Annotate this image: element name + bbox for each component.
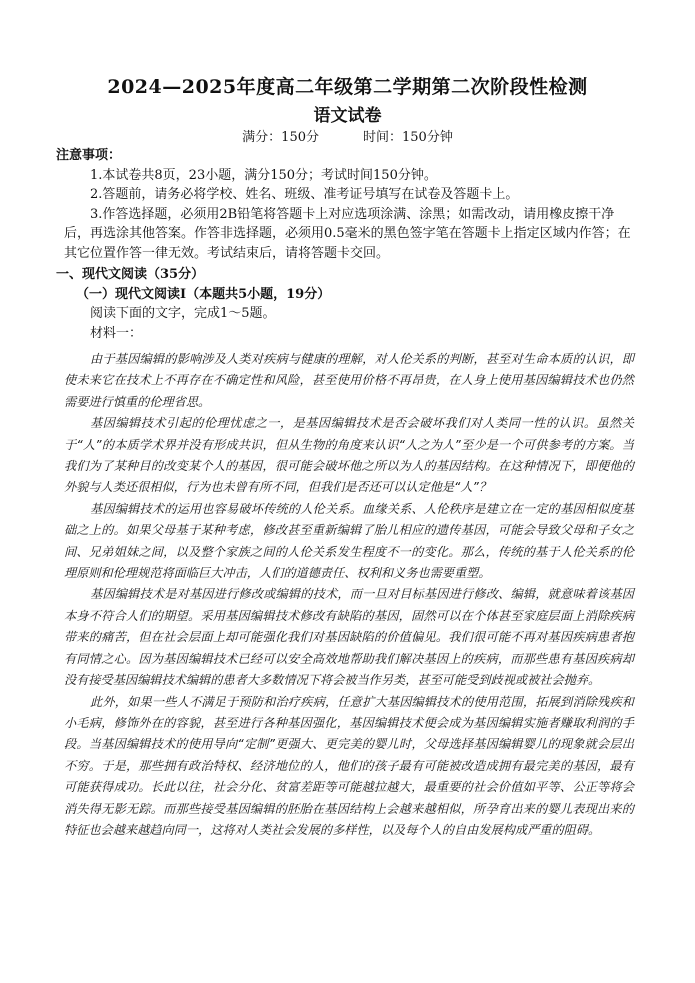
section-heading: 一、现代文阅读（35分） — [56, 267, 205, 282]
exam-subtitle: 语文试卷 — [313, 106, 382, 126]
passage-paragraph: 基因编辑技术的运用也容易破坏传统的人伦关系。血缘关系、人伦秩序是建立在一定的基因相似度基础之上的。如果父母基于某种考虑，修改甚至重新编辑了胎儿相应的遗传基因，可能会导致父母和子女之间、兄弟姐妹之间，以及整个家族之间的人伦关系发生程度不一的变化。那么，传统的基于人伦关系的伦理原则和伦理规范将面临巨大冲击，人们的道德责任、权利和义务也需要重塑。 — [64, 501, 634, 581]
note-item: 2.答题前，请务必将学校、姓名、班级、准考证号填写在试卷及答题卡上。 — [90, 187, 519, 202]
passage-paragraph: 由于基因编辑的影响涉及人类对疾病与健康的理解，对人伦关系的判断，甚至对生命本质的认识，即使未来它在技术上不再存在不确定性和风险，甚至使用价格不再昂贵，在人身上使用基因编辑技术也仍然需要进行慎重的伦理省思。 — [64, 352, 634, 409]
reading-passage — [64, 349, 634, 841]
exam-title: 2024—2025年度高二年级第二学期第二次阶段性检测 — [107, 76, 588, 98]
note-item: 1.本试卷共8页，23小题，满分150分；考试时间150分钟。 — [90, 167, 437, 183]
passage-paragraph: 基因编辑技术引起的伦理忧虑之一，是基因编辑技术是否会破坏我们对人类同一性的认识。虽然关于“人”的本质学术界并没有形成共识，但从生物的角度来认识“人之为人”至少是一个可供参考的方案。当我们为了某种目的改变某个人的基因，很可能会破坏他之所以为人的基因结构。在这种情况下，即便他的外貌与人类还很相似，行为也未曾有所不同，但我们是否还可以认定他是“人”？ — [64, 416, 634, 495]
passage-paragraph: 基因编辑技术是对基因进行修改或编辑的技术，而一旦对目标基因进行修改、编辑，就意味着该基因本身不符合人们的期望。采用基因编辑技术修改有缺陷的基因，固然可以在个体甚至家庭层面上消除疾病带来的痛苦，但在社会层面上却可能强化我们对基因缺陷的价值偏见。我们很可能不再对基因疾病患者抱有同情之心。因为基因编辑技术已经可以安全高效地帮助我们解决基因上的疾病，而那些患有基因疾病却没有接受基因编辑技术编辑的患者大多数情况下将会被当作另类，甚至可能受到歧视或被社会抛弃。 — [64, 587, 634, 688]
section-one — [56, 265, 634, 343]
reading-instruction: 阅读下面的文字，完成1～5题。 — [90, 306, 276, 321]
material-label: 材料一： — [90, 325, 143, 341]
exam-time: 时间：150分钟 — [363, 130, 453, 145]
notes-section — [56, 146, 634, 263]
exam-meta — [0, 126, 695, 145]
passage-paragraph: 此外，如果一些人不满足于预防和治疗疾病，任意扩大基因编辑技术的使用范围，拓展到消除残疾和小毛病，修饰外在的容貌，甚至进行各种基因强化，基因编辑技术便会成为基因编辑实施者赚取利润的手段。当基因编辑技术的使用导向“定制”更强大、更完美的婴儿时，父母选择基因编辑婴儿的现象就会层出不穷。于是，那些拥有政治特权、经济地位的人，他们的孩子最有可能被改造成拥有最完美的基因，最有可能获得成功。长此以往，社会分化、贫富差距等可能越拉越大，最重要的社会价值如平等、公正等将会消失得无影无踪。而那些接受基因编辑的胚胎在基因结构上会越来越相似，所孕育出来的婴儿表现出来的特征也会越来越趋向同一，这将对人类社会发展的多样性，以及每个人的自由发展构成严重的阻碍。 — [64, 694, 634, 837]
note-item: 3.作答选择题，必须用2B铅笔将答题卡上对应选项涂满、涂黑；如需改动，请用橡皮擦干净后，再选涂其他答案。作答非选择题，必须用0.5毫米的黑色签字笔在答题卡上指定区域内作答；在其它位置作答一律无效。考试结束后，请将答题卡交回。 — [64, 206, 631, 261]
subsection-heading: （一）现代文阅读Ⅰ（本题共5小题，19分） — [76, 286, 331, 302]
notes-heading: 注意事项： — [56, 148, 122, 163]
total-score: 满分：150分 — [242, 130, 319, 145]
